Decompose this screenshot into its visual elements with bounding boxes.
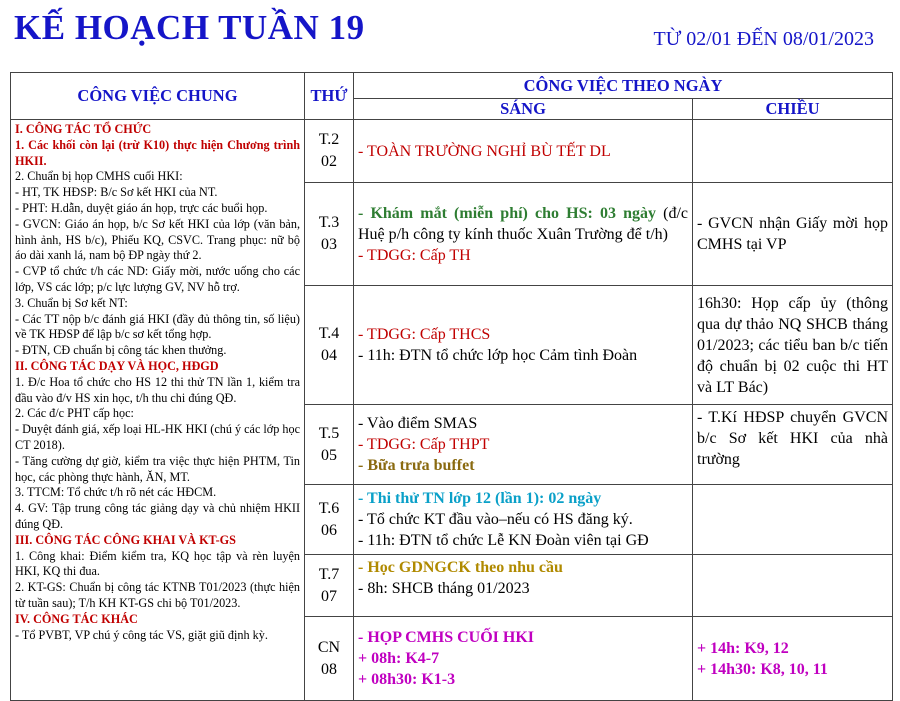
morning-cell — [354, 286, 693, 405]
morning-item: - HỌP CMHS CUỐI HKI — [358, 629, 535, 646]
date-range: TỪ 02/01 ĐẾN 08/01/2023 — [653, 28, 874, 50]
general-item: 2. Chuẩn bị họp CMHS cuối HKI: — [15, 169, 183, 184]
section-teaching: II. CÔNG TÁC DẠY VÀ HỌC, HĐGD — [15, 358, 219, 373]
general-item: - PHT: H.dẫn, duyệt giáo án họp, trực các buổi họp. — [15, 200, 268, 215]
general-item: 1. Các khối còn lại (trừ K10) thực hiện Chương trình HKII. — [15, 137, 300, 168]
morning-cell — [354, 183, 693, 286]
section-other: IV. CÔNG TÁC KHÁC — [15, 611, 138, 626]
section-disclosure: III. CÔNG TÁC CÔNG KHAI VÀ KT-GS — [15, 532, 236, 547]
general-item: - Duyệt đánh giá, xếp loại HL-HK HKI (chú ý các lớp học CT 2018). — [15, 422, 300, 452]
morning-item: - TDGG: Cấp THCS — [358, 326, 491, 343]
day-cell: T.2 02 — [305, 120, 354, 183]
afternoon-cell — [693, 617, 893, 701]
header-morning: SÁNG — [354, 99, 693, 120]
general-item: 2. KT-GS: Chuẩn bị công tác KTNB T01/2023 (thực hiện từ tuần sau); T/h KH KT-GS chi bộ T01/2023. — [15, 580, 300, 610]
morning-item: - TDGG: Cấp THPT — [358, 436, 490, 453]
afternoon-item: 16h30: Họp cấp ủy (thông qua dự thảo NQ SHCB tháng 01/2023; các tiểu ban b/c tiến độ chuẩn bị 02 cuộc thi HT và LT Bác) — [697, 294, 888, 396]
morning-item: - Vào điểm SMAS — [358, 415, 478, 432]
morning-item: + 08h: K4-7 — [358, 650, 440, 667]
afternoon-cell — [693, 120, 893, 183]
day-cell: T.4 04 — [305, 286, 354, 405]
general-item: 3. Chuẩn bị Sơ kết NT: — [15, 295, 128, 310]
general-item: - Tổ PVBT, VP chú ý công tác VS, giặt giũ định kỳ. — [15, 627, 268, 642]
morning-item: + 08h30: K1-3 — [358, 671, 456, 688]
afternoon-cell — [693, 485, 893, 555]
morning-item: - Học GDNGCK theo nhu cầu — [358, 559, 563, 576]
header-day: THỨ — [305, 73, 354, 120]
afternoon-item: + 14h: K9, 12 — [697, 639, 789, 657]
morning-cell — [354, 120, 693, 183]
day-cell: T.6 06 — [305, 485, 354, 555]
afternoon-item: + 14h30: K8, 10, 11 — [697, 660, 828, 678]
general-item: - HT, TK HĐSP: B/c Sơ kết HKI của NT. — [15, 185, 218, 200]
general-item: 1. Đ/c Hoa tổ chức cho HS 12 thi thử TN lần 1, kiểm tra đầu vào đ/v HS xin học, t/h thu chi đúng QĐ. — [15, 374, 300, 405]
section-organization: I. CÔNG TÁC TỔ CHỨC — [15, 122, 152, 136]
morning-item: - Bữa trưa buffet — [358, 457, 475, 474]
afternoon-item: - T.Kí HĐSP chuyển GVCN b/c Sơ kết HKI của nhà trường — [697, 409, 888, 468]
morning-item-note: (đ/c Huệ p/h công ty kính thuốc Xuân Trường để t/h) — [358, 204, 688, 243]
afternoon-cell — [693, 286, 893, 405]
general-item: 4. GV: Tập trung công tác giảng dạy và chủ nhiệm HKII đúng QĐ. — [15, 501, 300, 531]
header-general: CÔNG VIỆC CHUNG — [11, 73, 305, 120]
morning-cell — [354, 555, 693, 617]
afternoon-item: - GVCN nhận Giấy mời họp CMHS tại VP — [697, 215, 888, 253]
general-item: 2. Các đ/c PHT cấp học: — [15, 406, 134, 421]
morning-item: - Tổ chức KT đầu vào–nếu có HS đăng ký. — [358, 511, 633, 528]
morning-item: - Khám mắt (miễn phí) cho HS: 03 ngày — [358, 204, 656, 222]
day-cell: T.3 03 — [305, 183, 354, 286]
afternoon-cell — [693, 405, 893, 485]
afternoon-cell — [693, 555, 893, 617]
general-item: - CVP tổ chức t/h các ND: Giấy mời, nước uống cho các lớp, VS các lớp; p/c lực lượng GV, NV hỗ trợ. — [15, 264, 300, 294]
general-item: - Tăng cường dự giờ, kiểm tra việc thực hiện PHTM, Tin học, các phòng thực hành, ĂN, MT. — [15, 453, 300, 484]
general-item: - GVCN: Giáo án họp, b/c Sơ kết HKI của lớp (văn bản, hình ảnh, HS b/c), Phiếu KQ, CSVC. Trang phục: nữ bộ áo dài xanh lá, nam bộ ĐP ngày thứ 2. — [15, 216, 300, 263]
morning-item: - TOÀN TRƯỜNG NGHỈ BÙ TẾT DL — [358, 142, 611, 160]
morning-item: - TDGG: Cấp TH — [358, 246, 471, 264]
morning-cell — [354, 485, 693, 555]
day-cell: CN 08 — [305, 617, 354, 701]
general-item: 3. TTCM: Tổ chức t/h rõ nét các HĐCM. — [15, 485, 217, 500]
weekly-plan-table — [10, 72, 893, 701]
general-tasks-cell — [11, 120, 305, 701]
morning-item: - 11h: ĐTN tổ chức lớp học Cảm tình Đoàn — [358, 347, 638, 364]
general-item: - Các TT nộp b/c đánh giá HKI (đầy đủ thông tin, số liệu) về TK HĐSP để lập b/c sơ kết tổng hợp. — [15, 311, 300, 342]
morning-cell — [354, 617, 693, 701]
general-item: - ĐTN, CĐ chuẩn bị công tác khen thưởng. — [15, 343, 227, 358]
afternoon-cell — [693, 183, 893, 286]
day-cell: T.7 07 — [305, 555, 354, 617]
header-afternoon: CHIỀU — [693, 99, 893, 120]
morning-item: - 8h: SHCB tháng 01/2023 — [358, 580, 530, 597]
general-item: 1. Công khai: Điểm kiểm tra, KQ học tập và rèn luyện HKI, KQ thi đua. — [15, 548, 300, 579]
header-daily: CÔNG VIỆC THEO NGÀY — [354, 73, 893, 99]
morning-item: - 11h: ĐTN tổ chức Lễ KN Đoàn viên tại GĐ — [358, 532, 649, 549]
morning-item: - Thi thử TN lớp 12 (lần 1): 02 ngày — [358, 490, 602, 507]
morning-cell — [354, 405, 693, 485]
day-cell: T.5 05 — [305, 405, 354, 485]
page-title: KẾ HOẠCH TUẦN 19 — [14, 8, 365, 47]
